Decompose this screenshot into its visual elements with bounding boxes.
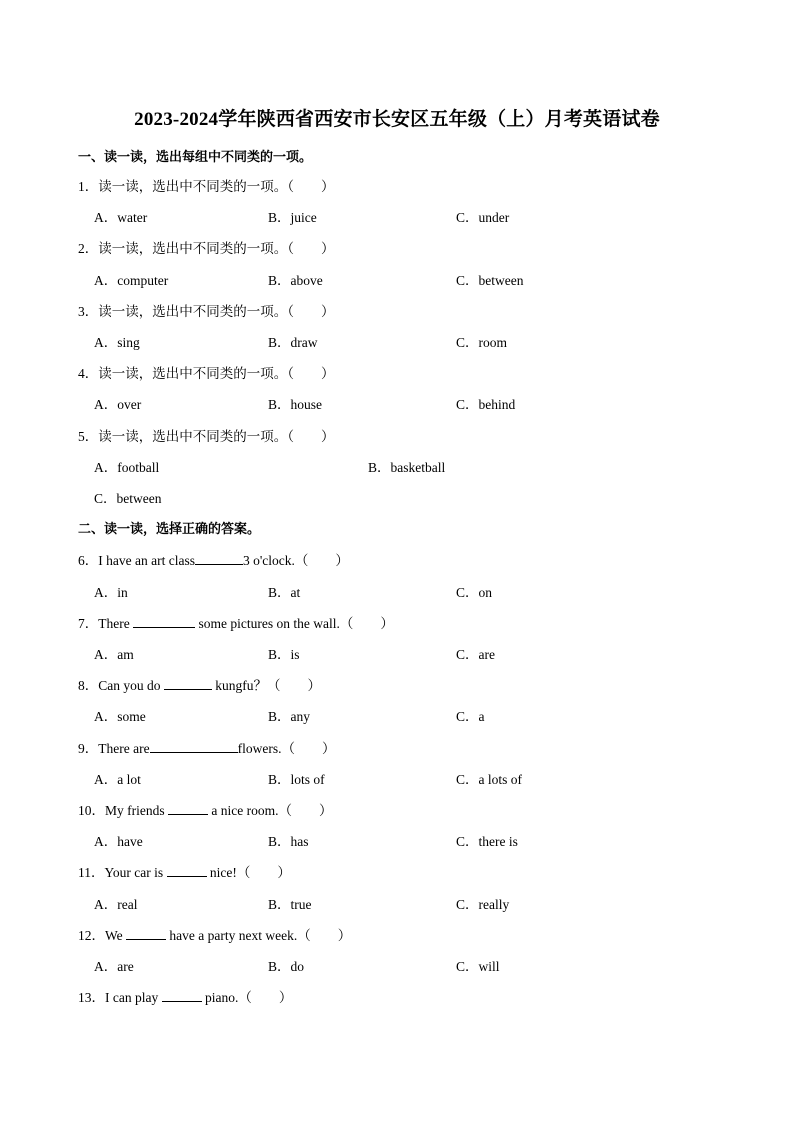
question-3: 3．读一读，选出中不同类的一项。（ ） xyxy=(78,304,335,319)
q9-option-c[interactable]: C．a lots of xyxy=(456,772,522,787)
answer-blank xyxy=(167,864,207,877)
question-13-text-b: piano.（ ） xyxy=(204,990,293,1005)
question-12 xyxy=(78,924,351,944)
question-12-text-a: 12．We xyxy=(78,928,123,943)
q10-option-b[interactable]: B．has xyxy=(268,834,309,849)
question-9-text-a: 9．There are xyxy=(78,741,150,756)
question-8 xyxy=(78,674,321,694)
answer-blank xyxy=(164,677,212,690)
question-13-text-a: 13．I can play xyxy=(78,990,159,1005)
q4-option-b[interactable]: B．house xyxy=(268,397,322,412)
question-1: 1．读一读，选出中不同类的一项。（ ） xyxy=(78,179,335,194)
q6-option-a[interactable]: A．in xyxy=(94,585,128,600)
q3-option-a[interactable]: A．sing xyxy=(94,335,140,350)
q5-option-a[interactable]: A．football xyxy=(94,460,160,475)
question-5: 5．读一读，选出中不同类的一项。（ ） xyxy=(78,429,335,444)
question-12-text-b: have a party next week.（ ） xyxy=(169,928,352,943)
q12-option-c[interactable]: C．will xyxy=(456,959,500,974)
answer-blank xyxy=(168,802,208,815)
q11-option-b[interactable]: B．true xyxy=(268,897,312,912)
answer-blank xyxy=(162,989,202,1002)
q12-option-b[interactable]: B．do xyxy=(268,959,305,974)
q6-option-b[interactable]: B．at xyxy=(268,585,301,600)
q4-option-c[interactable]: C．behind xyxy=(456,397,516,412)
q11-option-c[interactable]: C．really xyxy=(456,897,510,912)
question-11-text-b: nice!（ ） xyxy=(209,865,291,880)
q1-option-c[interactable]: C．under xyxy=(456,210,510,225)
q4-option-a[interactable]: A．over xyxy=(94,397,142,412)
answer-blank xyxy=(195,552,243,565)
question-8-text-a: 8．Can you do xyxy=(78,678,161,693)
q5-option-b[interactable]: B．basketball xyxy=(368,460,446,475)
q7-option-c[interactable]: C．are xyxy=(456,647,495,662)
q11-option-a[interactable]: A．real xyxy=(94,897,138,912)
q3-option-b[interactable]: B．draw xyxy=(268,335,318,350)
answer-blank xyxy=(150,740,238,753)
q9-option-a[interactable]: A．a lot xyxy=(94,772,141,787)
answer-blank xyxy=(133,615,195,628)
section-heading-1: 一、读一读，选出每组中不同类的一项。 xyxy=(78,149,313,164)
question-9 xyxy=(78,737,335,757)
q8-option-c[interactable]: C．a xyxy=(456,709,485,724)
q7-option-a[interactable]: A．am xyxy=(94,647,134,662)
question-8-text-b: kungfu？（ ） xyxy=(215,678,321,693)
q6-option-c[interactable]: C．on xyxy=(456,585,493,600)
q1-option-b[interactable]: B．juice xyxy=(268,210,317,225)
q5-option-c[interactable]: C．between xyxy=(94,491,162,506)
q8-option-b[interactable]: B．any xyxy=(268,709,310,724)
question-11-text-a: 11．Your car is xyxy=(78,865,164,880)
question-6-text-b: 3 o'clock.（ ） xyxy=(242,553,349,568)
question-7 xyxy=(78,612,394,632)
question-7-text-b: some pictures on the wall.（ ） xyxy=(198,616,394,631)
section-heading-2: 二、读一读，选择正确的答案。 xyxy=(78,521,261,536)
question-4: 4．读一读，选出中不同类的一项。（ ） xyxy=(78,366,335,381)
q9-option-b[interactable]: B．lots of xyxy=(268,772,325,787)
exam-title: 2023-2024学年陕西省西安市长安区五年级（上）月考英语试卷 xyxy=(134,109,660,130)
q3-option-c[interactable]: C．room xyxy=(456,335,508,350)
q2-option-b[interactable]: B．above xyxy=(268,273,323,288)
question-6-text-a: 6．I have an art class xyxy=(78,553,195,568)
question-10-text-b: a nice room.（ ） xyxy=(211,803,333,818)
q10-option-c[interactable]: C．there is xyxy=(456,834,518,849)
question-6 xyxy=(78,549,349,569)
question-11 xyxy=(78,861,291,881)
answer-blank xyxy=(126,927,166,940)
question-2: 2．读一读，选出中不同类的一项。（ ） xyxy=(78,241,335,256)
q2-option-a[interactable]: A．computer xyxy=(94,273,169,288)
q1-option-a[interactable]: A．water xyxy=(94,210,148,225)
q10-option-a[interactable]: A．have xyxy=(94,834,143,849)
q7-option-b[interactable]: B．is xyxy=(268,647,300,662)
question-10 xyxy=(78,799,332,819)
question-10-text-a: 10．My friends xyxy=(78,803,165,818)
q12-option-a[interactable]: A．are xyxy=(94,959,134,974)
question-13 xyxy=(78,986,292,1006)
q2-option-c[interactable]: C．between xyxy=(456,273,524,288)
question-9-text-b: flowers.（ ） xyxy=(237,741,336,756)
question-7-text-a: 7．There xyxy=(78,616,130,631)
q8-option-a[interactable]: A．some xyxy=(94,709,146,724)
